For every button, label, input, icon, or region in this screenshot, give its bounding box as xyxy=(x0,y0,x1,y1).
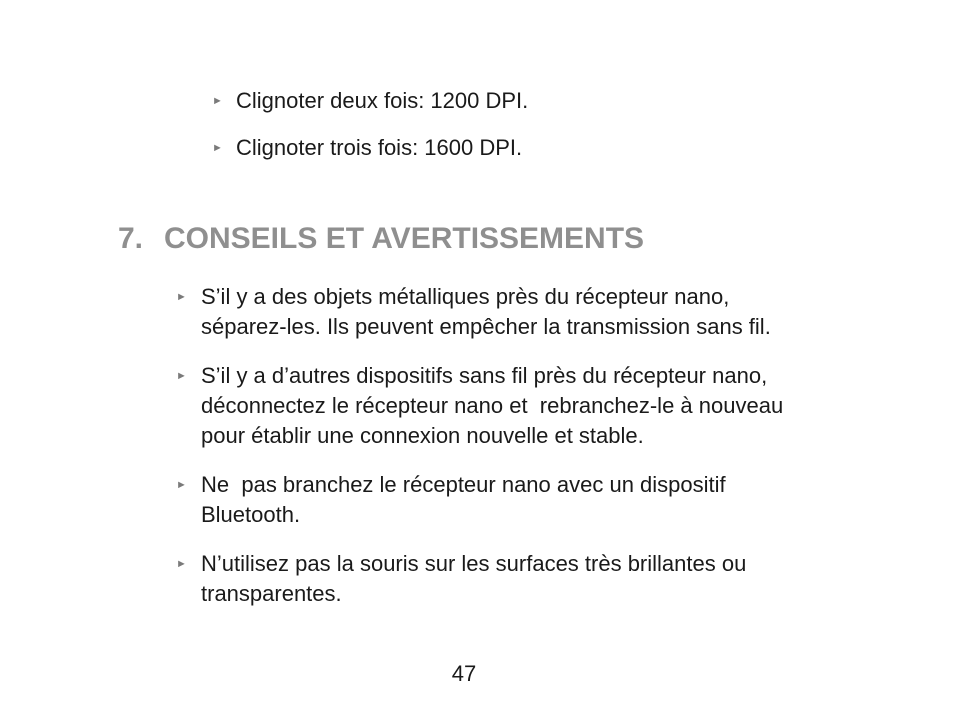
tips-list xyxy=(176,282,901,628)
bullet-arrow-icon: ► xyxy=(176,291,187,303)
dpi-indicator-list xyxy=(212,86,876,180)
bullet-arrow-icon: ► xyxy=(176,370,187,382)
item-line: pour établir une connexion nouvelle et stable. xyxy=(201,423,644,448)
item-line: séparez-les. Ils peuvent empêcher la transmission sans fil. xyxy=(201,314,771,339)
item-line: transparentes. xyxy=(201,581,342,606)
list-item xyxy=(176,549,901,609)
bullet-arrow-icon: ► xyxy=(176,558,187,570)
item-line: Ne pas branchez le récepteur nano avec un dispositif xyxy=(201,472,726,497)
page-number: 47 xyxy=(451,661,477,686)
section-number: 7. xyxy=(118,222,144,255)
section-heading xyxy=(118,219,644,259)
list-item xyxy=(176,470,901,530)
item-text: Clignoter trois fois: 1600 DPI. xyxy=(236,135,523,160)
list-item xyxy=(176,361,901,451)
item-line: Bluetooth. xyxy=(201,502,301,527)
item-line: déconnectez le récepteur nano et rebranchez-le à nouveau xyxy=(201,393,784,418)
item-line: N’utilisez pas la souris sur les surfaces très brillantes ou xyxy=(201,551,747,576)
bullet-arrow-icon: ► xyxy=(212,142,223,154)
item-line: S’il y a d’autres dispositifs sans fil près du récepteur nano, xyxy=(201,363,768,388)
item-text: Clignoter deux fois: 1200 DPI. xyxy=(236,88,529,113)
section-title: CONSEILS ET AVERTISSEMENTS xyxy=(164,222,645,255)
bullet-arrow-icon: ► xyxy=(176,479,187,491)
list-item xyxy=(212,133,876,163)
list-item xyxy=(176,282,901,342)
item-line: S’il y a des objets métalliques près du récepteur nano, xyxy=(201,284,730,309)
list-item xyxy=(212,86,876,116)
bullet-arrow-icon: ► xyxy=(212,95,223,107)
